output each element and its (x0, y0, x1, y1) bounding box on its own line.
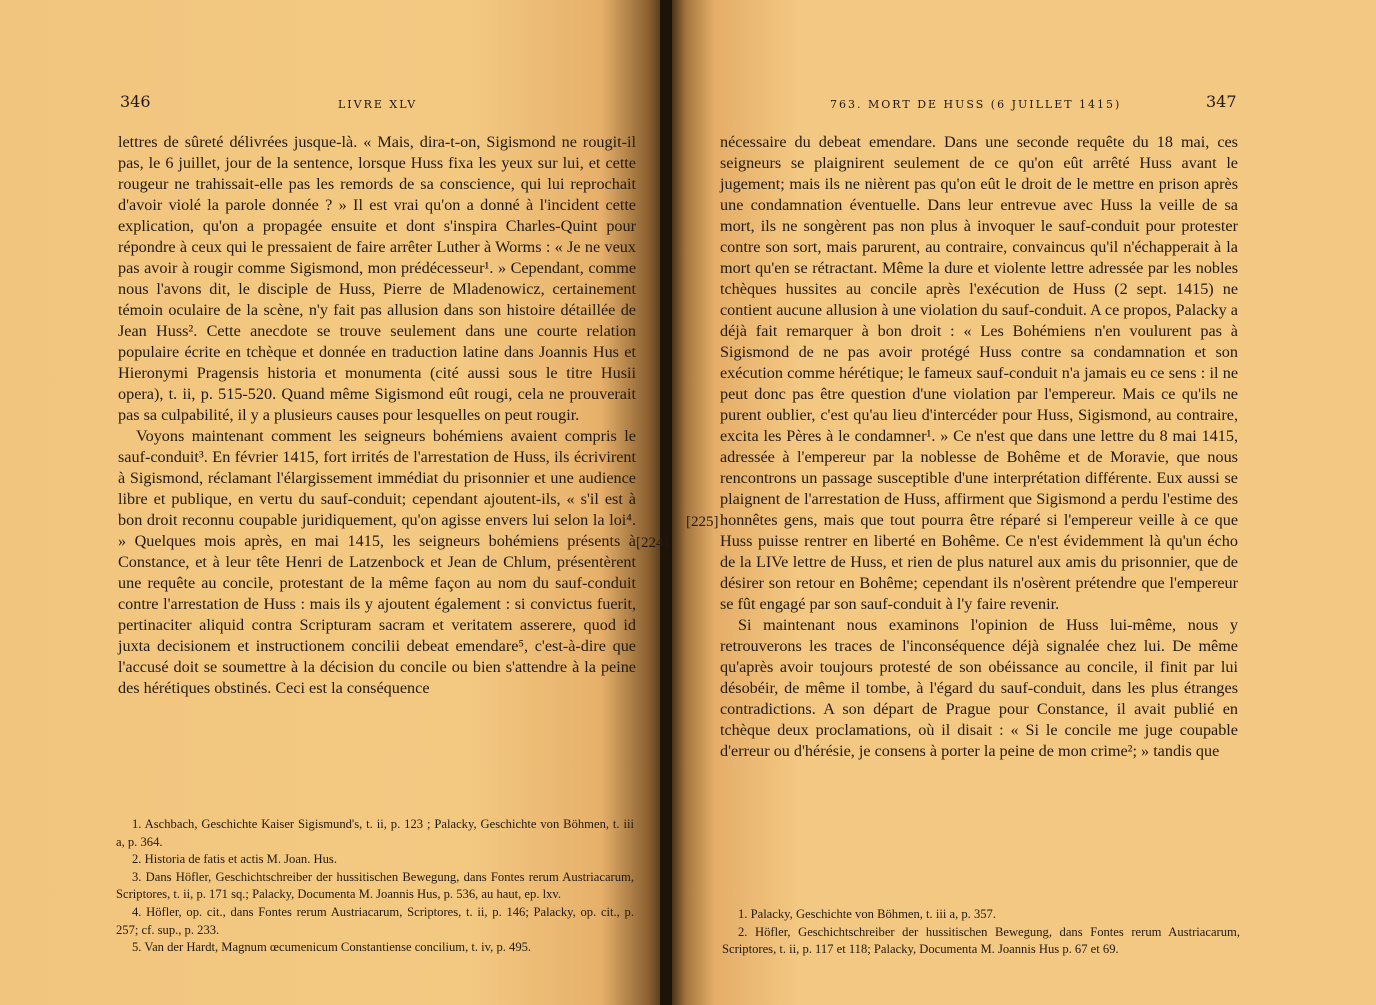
paragraph: lettres de sûreté délivrées jusque-là. « Mais, dira-t-on, Sigismond ne rougit-il pas, le 6 juillet, jour de la sentence, lorsque Huss fixa les yeux sur lui, et cette rougeur ne trahissait-elle pas les remords de sa conscience, qui lui reprochait d'avoir violé la parole donnée ? » Il est vrai qu'on a donné à l'incident cette explication, qu'on a propagée ensuite et dont s'inspira Charles-Quint pour répondre à ceux qui le pressaient de faire arrêter Luther à Worms : « Je ne veux pas avoir à rougir comme Sigismond, mon prédécesseur¹. » Cependant, comme nous l'avons dit, le disciple de Huss, Pierre de Mladenowicz, certainement témoin oculaire de la scène, n'y fait pas allusion dans son histoire détaillée de Jean Huss². Cette anecdote se trouve seulement dans une courte relation populaire écrite en tchèque et donnée en traduction latine dans Joannis Hus et Hieronymi Pragensis historia et monumenta (cité aussi sous le titre Husii opera), t. ii, p. 515-520. Quand même Sigismond eût rougi, cela ne prouverait pas sa culpabilité, il y a plusieurs causes pour lesquelles on peut rougir. (118, 133, 636, 424)
left-page (0, 0, 668, 1005)
footnote: 1. Palacky, Geschichte von Böhmen, t. iii a, p. 357. (738, 907, 997, 921)
margin-page-ref-right: [225] (686, 514, 719, 530)
footnote: 4. Höfler, op. cit., dans Fontes rerum Austriacarum, Scriptores, t. ii, p. 146; Palacky, op. cit., p. 257; cf. sup., p. 233. (116, 904, 634, 937)
right-footnotes (722, 906, 1240, 959)
page-number-left: 346 (120, 92, 151, 111)
margin-page-ref-left: [224] (636, 535, 669, 551)
paragraph: Si maintenant nous examinons l'opinion de Huss lui-même, nous y retrouverons les traces de l'inconséquence déjà signalée chez lui. De même qu'après avoir toujours protesté de son obéissance au concile, il finit par lui désobéir, de même il tombe, à l'égard du sauf-conduit, dans les plus étranges contradictions. A son départ de Prague pour Constance, il avait publié en tchèque deux proclamations, où il disait : « Si le concile me juge coupable d'erreur ou d'hérésie, je consens à porter la peine de mon crime²; » tandis que (720, 616, 1238, 760)
left-body-text (118, 132, 636, 699)
footnote: 3. Dans Höfler, Geschichtschreiber der hussitischen Bewegung, dans Fontes rerum Austriacarum, Scriptores, t. ii, p. 171 sq.; Palacky, Documenta M. Joannis Hus, p. 536, au haut, ep. lxv. (116, 869, 634, 902)
footnote: 5. Van der Hardt, Magnum œcumenicum Constantiense concilium, t. iv, p. 495. (132, 940, 532, 955)
left-footnotes (116, 816, 634, 957)
page-number-right: 347 (1206, 92, 1237, 111)
footnote: 2. Höfler, Geschichtschreiber der hussitischen Bewegung, dans Fontes rerum Austriacarum, Scriptores, t. ii, p. 117 et 118; Palacky, Documenta M. Joannis Hus p. 67 et 69. (722, 924, 1240, 957)
paragraph: nécessaire du debeat emendare. Dans une seconde requête du 18 mai, ces seigneurs se plaignirent seulement de ce qu'on eût arrêté Huss avant le jugement; mais ils ne nièrent pas qu'on eût le droit de le mettre en prison après une condamnation éventuelle. Dans leur entrevue avec Huss la veille de sa mort, ils ne songèrent pas non plus à invoquer le sauf-conduit pour protester contre son sort, mais parurent, au contraire, convaincus qu'il n'échapperait à la mort qu'en se rétractant. Même la dure et violente lettre adressée par les nobles tchèques hussites au concile après l'exécution de Huss (2 sept. 1415) ne contient aucune allusion à une violation du sauf-conduit. A ce propos, Palacky a déjà fait remarquer à bon droit : « Les Bohémiens n'en voulurent pas à Sigismond de ne pas avoir protégé Huss contre sa condamnation et son exécution comme hérétique; le fameux sauf-conduit n'a jamais eu ce sens : il ne peut donc pas être question d'une violation par l'empereur. Mais ce qu'ils ne purent oublier, c'est qu'au lieu d'intercéder pour Huss, Sigismond, au contraire, excita les Pères à le condamner¹. » Ce n'est que dans une lettre du 8 mai 1415, adressée à l'empereur par la noblesse de Bohême et de Moravie, que nous rencontrons un passage susceptible d'une interprétation différente. Eux aussi se plaignent de l'arrestation de Huss, affirment que Sigismond a perdu l'estime des honnêtes gens, mais que tout pourra être réparé si l'empereur veille à ce que Huss puisse rentrer en liberté en Bohême. Ce n'est évidemment là qu'un écho de la LIVe lettre de Huss, et rien de plus naturel aux amis du prisonnier, que de désirer son retour en Bohême; cependant ils n'osèrent prétendre que l'empereur se fût engagé par son sauf-conduit à l'y faire revenir. (720, 133, 1238, 613)
footnote: 1. Aschbach, Geschichte Kaiser Sigismund's, t. ii, p. 123 ; Palacky, Geschichte von Böhmen, t. iii a, p. 364. (116, 817, 634, 849)
right-page (672, 0, 1376, 1005)
running-head-right: 763. MORT DE HUSS (6 JUILLET 1415) (830, 98, 1122, 111)
footnote: 2. Historia de fatis et actis M. Joan. Hus. (132, 852, 337, 867)
running-head-left: LIVRE XLV (338, 98, 418, 111)
paragraph: Voyons maintenant comment les seigneurs bohémiens avaient compris le sauf-conduit³. En février 1415, fort irrités de l'arrestation de Huss, ils écrivirent à Sigismond, réclamant l'élargissement immédiat du prisonnier et une audience libre et publique, en vertu du sauf-conduit; cependant ajoutent-ils, « s'il est à bon droit reconnu coupable juridiquement, qu'on agisse envers lui selon la loi⁴. » Quelques mois après, en mai 1415, les seigneurs bohémiens présents à Constance, et à leur tête Henri de Latzenbock et Jean de Chlum, présentèrent une requête au concile, protestant de la même façon au nom du sauf-conduit contre l'arrestation de Huss : mais ils y ajoutent également : si convictus fuerit, pertinaciter aliquid contra Scripturam sacram et veritatem asserere, quod id juxta decisionem et instructionem concilii debeat emendare⁵, c'est-à-dire que l'accusé doit se soumettre à la décision du concile ou bien s'attendre à la peine des hérétiques obstinés. Ceci est la conséquence (118, 427, 636, 697)
right-body-text (720, 132, 1238, 762)
